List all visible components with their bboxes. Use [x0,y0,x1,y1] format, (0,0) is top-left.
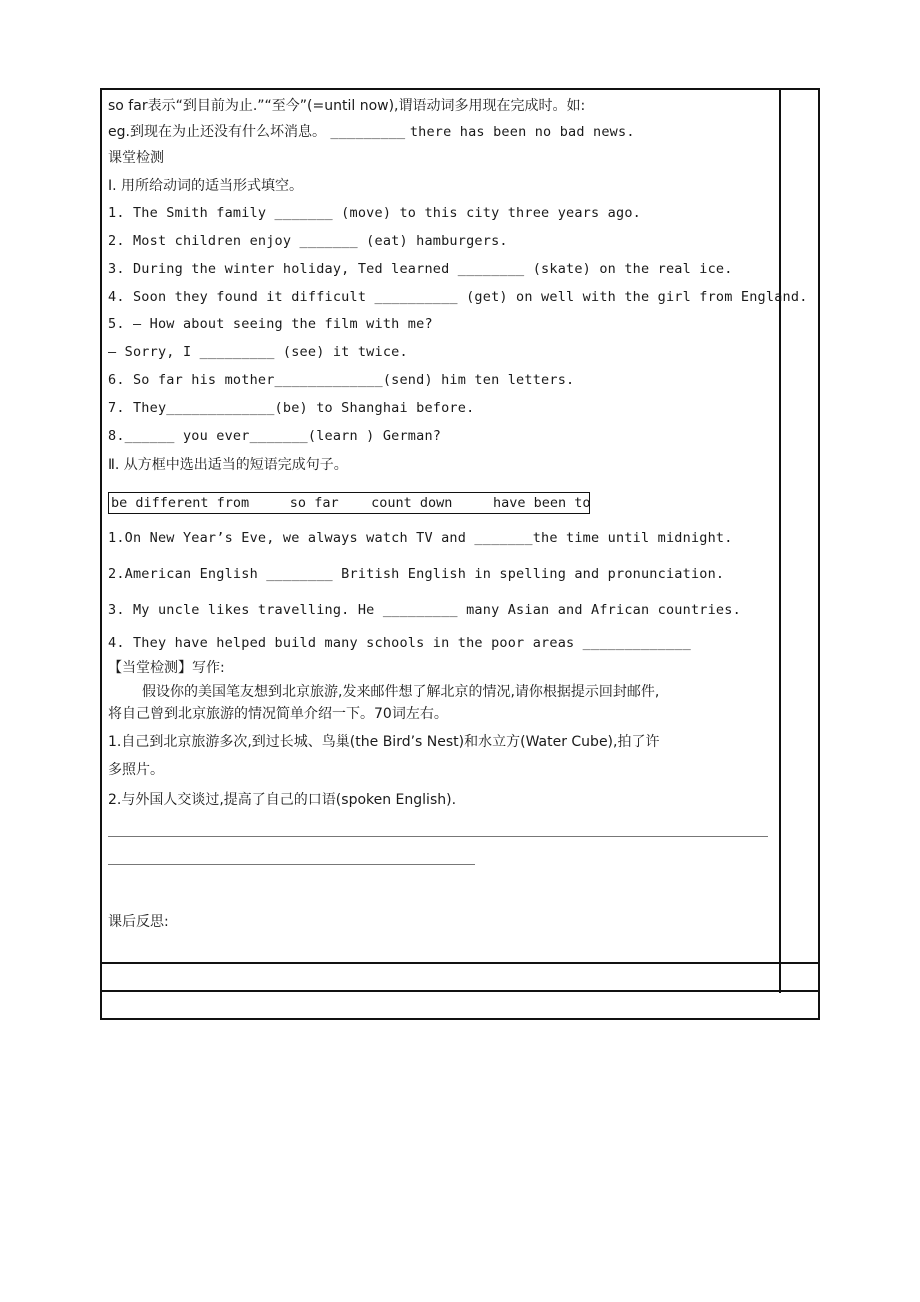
intro-example-cn: eg.到现在为止还没有什么坏消息。 [108,124,326,140]
part1-item-5-reply: — Sorry, I _________ (see) it twice. [108,344,408,360]
table-row-divider-2 [100,990,820,992]
part2-item-2: 2.American English ________ British English in spelling and pronunciation. [108,566,725,582]
intro-example-en: there has been no bad news. [409,124,635,140]
writing-point-1-cont: 多照片。 [108,762,164,778]
part1-item-7: 7. They_____________(be) to Shanghai before. [108,400,475,416]
part2-item-3: 3. My uncle likes travelling. He _________ many Asian and African countries. [108,602,741,618]
phrase-box: be different from so far count down have been to [108,492,590,514]
table-row-divider-1 [100,962,820,964]
reflection-label: 课后反思: [108,914,169,930]
part1-heading: Ⅰ. 用所给动词的适当形式填空。 [108,178,304,194]
writing-para-1: 假设你的美国笔友想到北京旅游,发来邮件想了解北京的情况,请你根据提示回封邮件, [142,684,660,700]
answer-line-2 [108,864,475,865]
writing-para-2: 将自己曾到北京旅游的情况简单介绍一下。70词左右。 [108,706,448,722]
writing-point-2: 2.与外国人交谈过,提高了自己的口语(spoken English). [108,792,457,808]
part2-item-1: 1.On New Year’s Eve, we always watch TV and _______the time until midnight. [108,530,733,546]
section-title: 课堂检测 [108,150,164,166]
part1-item-8: 8.______ you ever_______(learn ) German? [108,428,442,444]
intro-line-2 [108,122,635,142]
part1-item-6: 6. So far his mother_____________(send) him ten letters. [108,372,575,388]
worksheet-table [100,88,820,1020]
part1-item-2: 2. Most children enjoy _______ (eat) hamburgers. [108,233,508,249]
answer-line-1 [108,836,768,837]
part2-item-4: 4. They have helped build many schools in the poor areas _____________ [108,635,691,651]
writing-heading: 【当堂检测】写作: [108,660,225,676]
table-column-divider [779,88,781,993]
part1-item-5: 5. — How about seeing the film with me? [108,316,433,332]
intro-line-1: so far表示“到目前为止.”“至今”(=until now),谓语动词多用现在完成时。如: [108,98,586,114]
intro-example-blank: _________ [330,124,406,140]
part2-heading: Ⅱ. 从方框中选出适当的短语完成句子。 [108,457,348,473]
writing-point-1: 1.自己到北京旅游多次,到过长城、鸟巢(the Bird’s Nest)和水立方(Water Cube),拍了许 [108,734,660,750]
part1-item-4: 4. Soon they found it difficult __________ (get) on well with the girl from England. [108,289,808,305]
part1-item-1: 1. The Smith family _______ (move) to this city three years ago. [108,205,641,221]
part1-item-3: 3. During the winter holiday, Ted learned ________ (skate) on the real ice. [108,261,733,277]
